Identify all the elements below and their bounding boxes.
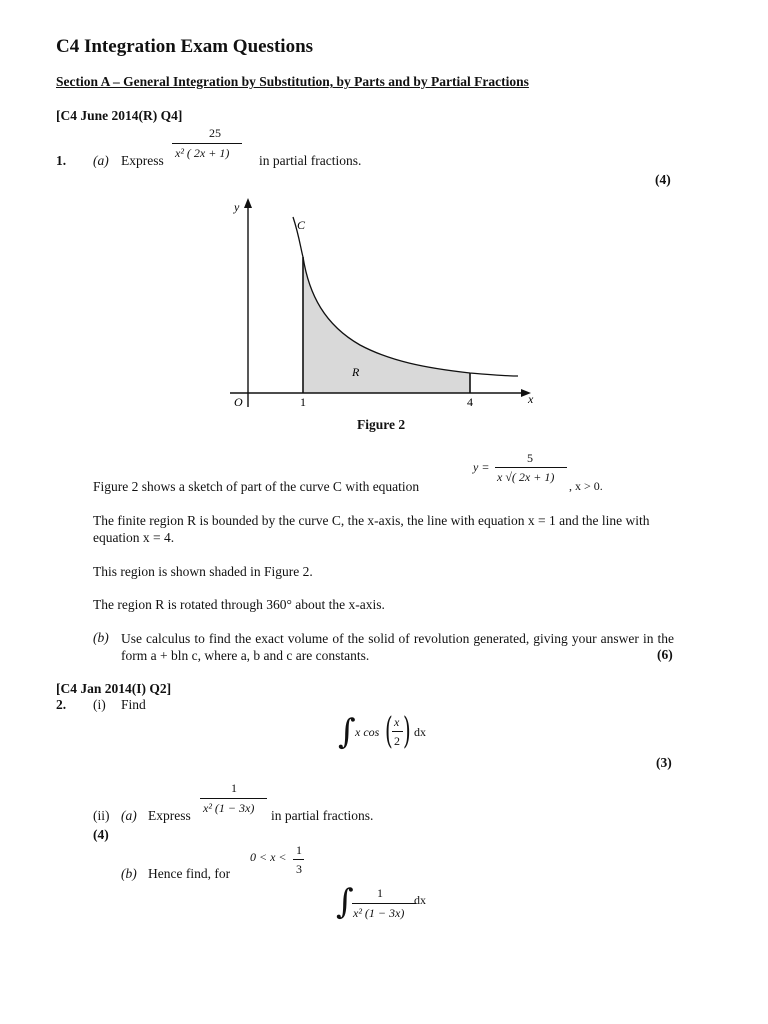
y-axis-arrow	[244, 198, 252, 208]
q2-right-paren: )	[403, 711, 411, 752]
q2-integrand-1: x cos	[355, 725, 380, 739]
q2-fraction-numerator: 1	[231, 781, 237, 795]
q2-express: Express	[148, 808, 191, 823]
q1-part-b-text: Use calculus to find the exact volume of the solid of revolution generated, giving your answer in the form a + bln c, where a, b and c are constants.	[121, 631, 674, 663]
page-title: C4 Integration Exam Questions	[56, 36, 314, 57]
q1-number: 1.	[56, 153, 67, 168]
q1-equation-numerator: 5	[527, 451, 533, 465]
q1-paragraph-rotated: The region R is rotated through 360° about the x-axis.	[93, 597, 385, 612]
q1-paragraph-shaded: This region is shown shaded in Figure 2.	[93, 564, 313, 579]
q1-fraction-denominator: x² ( 2x + 1)	[175, 146, 230, 160]
q1-equation-denominator: x √( 2x + 1)	[497, 470, 555, 484]
q2-integral-2-bar	[352, 903, 416, 904]
q1-equation-lhs: y =	[473, 460, 490, 474]
q2-mark-ii-a: (4)	[93, 827, 109, 842]
q1-equation-condition: , x > 0.	[569, 479, 603, 493]
q1-in-partial-fractions: in partial fractions.	[259, 153, 362, 168]
q2-integral-sign-1: ∫	[338, 712, 356, 752]
q2-condition-left: 0 < x <	[250, 850, 287, 864]
q2-integral-2-numerator: 1	[377, 886, 383, 900]
q1-equation-fraction-bar	[495, 467, 567, 468]
q2-condition-den: 3	[296, 862, 302, 876]
region-r-label: R	[352, 365, 360, 379]
q2-part-b-label: (b)	[121, 866, 137, 881]
shaded-region-r	[303, 257, 470, 393]
q1-express: Express	[121, 153, 164, 168]
q2-fraction-denominator: x² (1 − 3x)	[203, 801, 255, 815]
q2-inner-frac-den: 2	[394, 734, 400, 748]
q2-dx-2: dx	[414, 893, 426, 907]
q1-reference: [C4 June 2014(R) Q4]	[56, 108, 183, 123]
q1-mark-a: (4)	[655, 172, 671, 187]
q2-part-i-label: (i)	[93, 697, 106, 712]
q2-condition-num: 1	[296, 843, 302, 857]
q1-fraction-bar	[172, 143, 242, 144]
figure-2-graph	[225, 195, 545, 415]
q2-part-a-label: (a)	[121, 808, 137, 823]
q2-reference: [C4 Jan 2014(I) Q2]	[56, 681, 172, 696]
q2-mark-i: (3)	[656, 755, 672, 770]
q1-mark-b: (6)	[657, 647, 673, 662]
q1-fraction-numerator: 25	[209, 126, 221, 140]
q2-number: 2.	[56, 697, 67, 712]
q2-part-ii-label: (ii)	[93, 808, 110, 823]
figure-caption: Figure 2	[357, 417, 406, 432]
q1-sentence-shows: Figure 2 shows a sketch of part of the curve C with equation	[93, 479, 420, 494]
y-axis-label: y	[234, 200, 240, 214]
q2-condition-bar	[293, 859, 304, 860]
q2-in-partial-fractions: in partial fractions.	[271, 808, 374, 823]
q2-hence-find: Hence find, for	[148, 866, 231, 881]
origin-label: O	[234, 395, 243, 409]
q2-inner-frac-bar	[392, 731, 403, 732]
q2-integral-sign-2: ∫	[336, 882, 354, 922]
q2-fraction-bar	[200, 798, 267, 799]
q2-inner-frac-num: x	[394, 715, 400, 729]
tick-label-1: 1	[300, 395, 306, 409]
q2-left-paren: (	[385, 711, 393, 752]
x-axis-label: x	[528, 392, 534, 406]
q1-part-b-label: (b)	[93, 630, 109, 645]
q2-integral-2-denominator: x² (1 − 3x)	[353, 906, 405, 920]
q1-part-a-label: (a)	[93, 153, 109, 168]
q1-paragraph-region: The finite region R is bounded by the curve C, the x-axis, the line with equation x = 1 and the line with equation x = 4.	[93, 513, 650, 545]
q2-dx-1: dx	[414, 725, 426, 739]
section-heading: Section A – General Integration by Substitution, by Parts and by Partial Fractions	[56, 74, 529, 89]
tick-label-4: 4	[467, 395, 473, 409]
q2-find: Find	[121, 697, 146, 712]
curve-c-label: C	[297, 218, 306, 232]
